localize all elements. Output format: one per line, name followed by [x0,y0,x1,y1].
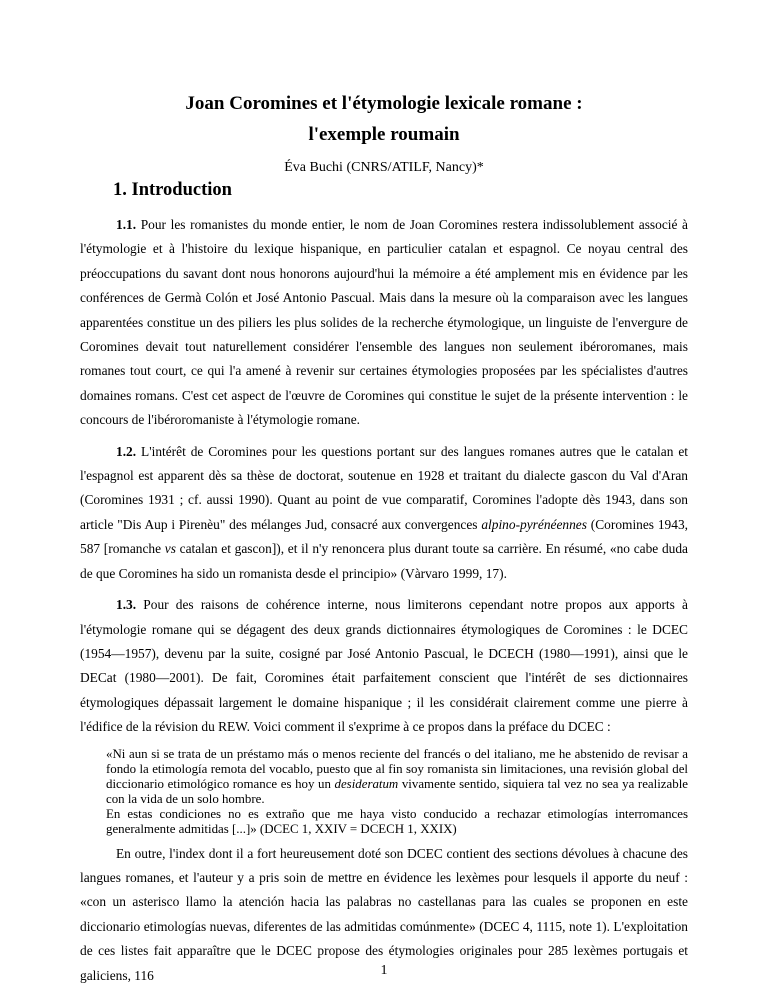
italic-term: vs [164,541,176,557]
body-text [80,213,688,995]
paragraph-1-1 [80,213,688,433]
paragraph-number: 1.3. [116,597,137,613]
italic-term: alpino-pyrénéennes [481,516,587,532]
quote-line-1 [106,747,688,807]
quote-text: vivamente sentido, siquiera tal vez no sea ya realizable con la vida de un solo hombre. [106,776,688,806]
paragraph-number: 1.1. [116,217,137,232]
title-line-2: l'exemple roumain [308,124,460,145]
block-quote [106,747,688,837]
paragraph-continuation: En outre, l'index dont il a fort heureusement doté son DCEC contient des sections dévolues à chacune des langues romanes, et l'auteur y a pris soin de mettre en évidence les lexèmes pour lesquels il apporte du neuf : «con un asterisco llamo la atención hacia las palabras no castellanas para las cuales se proponen en este diccionario etimologías nuevas, diferentes de las admitidas comúnmente» (DCEC 4, 1115, note 1). L'exploitation de ces listes fait apparaître que le DCEC propose des étymologies originales pour 285 lexèmes portugais et galiciens, 116 [80,845,688,983]
paragraph-text: (Coromines 1943, 587 [romanche [80,516,688,557]
paragraph-text: L'intérêt de Coromines pour les questions portant sur des langues romanes autres que le catalan et l'espagnol est apparent dès sa thèse de doctorat, soutenue en 1928 et traitant du dialecte gascon du Val d'Aran (Coromines 1931 ; cf. aussi 1990). Quant au point de vue comparatif, Coromines l'adopte dès 1943, dans son article "Dis Aup i Pirenèu" des mélanges Jud, consacré aux convergences [80,443,688,532]
section-heading: 1. Introduction [113,180,232,200]
page-number: 1 [380,963,388,978]
quote-text: «Ni aun si se trata de un préstamo más o menos reciente del francés o del italiano, me he abstenido de revisar a fondo la etimología remota del vocablo, puesto que al fin soy romanista sin limitaciones, una revisión global del diccionario etimológico romance es hoy un [106,746,688,791]
paragraph-number: 1.2. [116,443,137,459]
italic-term: desideratum [334,776,399,791]
paragraph-text: catalan et gascon]), et il n'y renoncera plus durant toute sa carrière. En résumé, «no cabe duda de que Coromines ha sido un romanista desde el principio» (Vàrvaro 1999, 17). [80,541,688,581]
paragraph-1-3 [80,593,688,739]
paragraph-text: Pour les romanistes du monde entier, le nom de Joan Coromines restera indissolublement associé à l'étymologie et à l'histoire du lexique hispanique, en particulier catalan et espagnol. Ce noyau central des préoccupations du savant dont nous honorons aujourd'hui la mémoire a été amplement mis en évidence par les conférences de Germà Colón et José Antonio Pascual. Mais dans la mesure où la comparaison avec les langues apparentées constitue un des piliers les plus solides de la recherche étymologique, un linguiste de l'envergure de Coromines devait tout naturellement considérer l'ensemble des langues non seulement ibéroromanes, mais romanes tout court, ce qui l'a amené à revenir sur certaines étymologies proposées par les spécialistes d'autres domaines romans. C'est cet aspect de l'œuvre de Coromines qui constitue le sujet de la présente intervention : le concours de l'ibéroromaniste à l'étymologie romane. [80,217,688,428]
quote-line-2: En estas condiciones no es extraño que me haya visto conducido a rechazar etimologías interromances generalmente admitidas [...]» (DCEC 1, XXIV = DCECH 1, XXIX) [106,806,688,836]
paragraph-1-2 [80,440,688,586]
title-line-1: Joan Coromines et l'étymologie lexicale romane : [185,93,583,114]
paragraph-text: Pour des raisons de cohérence interne, nous limiterons cependant notre propos aux apports à l'étymologie romane qui se dégagent des deux grands dictionnaires étymologiques de Coromines : le DCEC (1954—1957), devenu par la suite, cosigné par José Antonio Pascual, le DCECH (1980—1991), ainsi que le DECat (1980—2001). De fait, Coromines était parfaitement conscient que l'intérêt de ses dictionnaires étymologiques dépassait largement le domaine hispanique ; il les considérait clairement comme une pierre à l'édifice de la révision du REW. Voici comment il s'exprime à ce propos dans la préface du DCEC : [80,597,688,735]
author-line: Éva Buchi (CNRS/ATILF, Nancy)* [284,160,484,175]
